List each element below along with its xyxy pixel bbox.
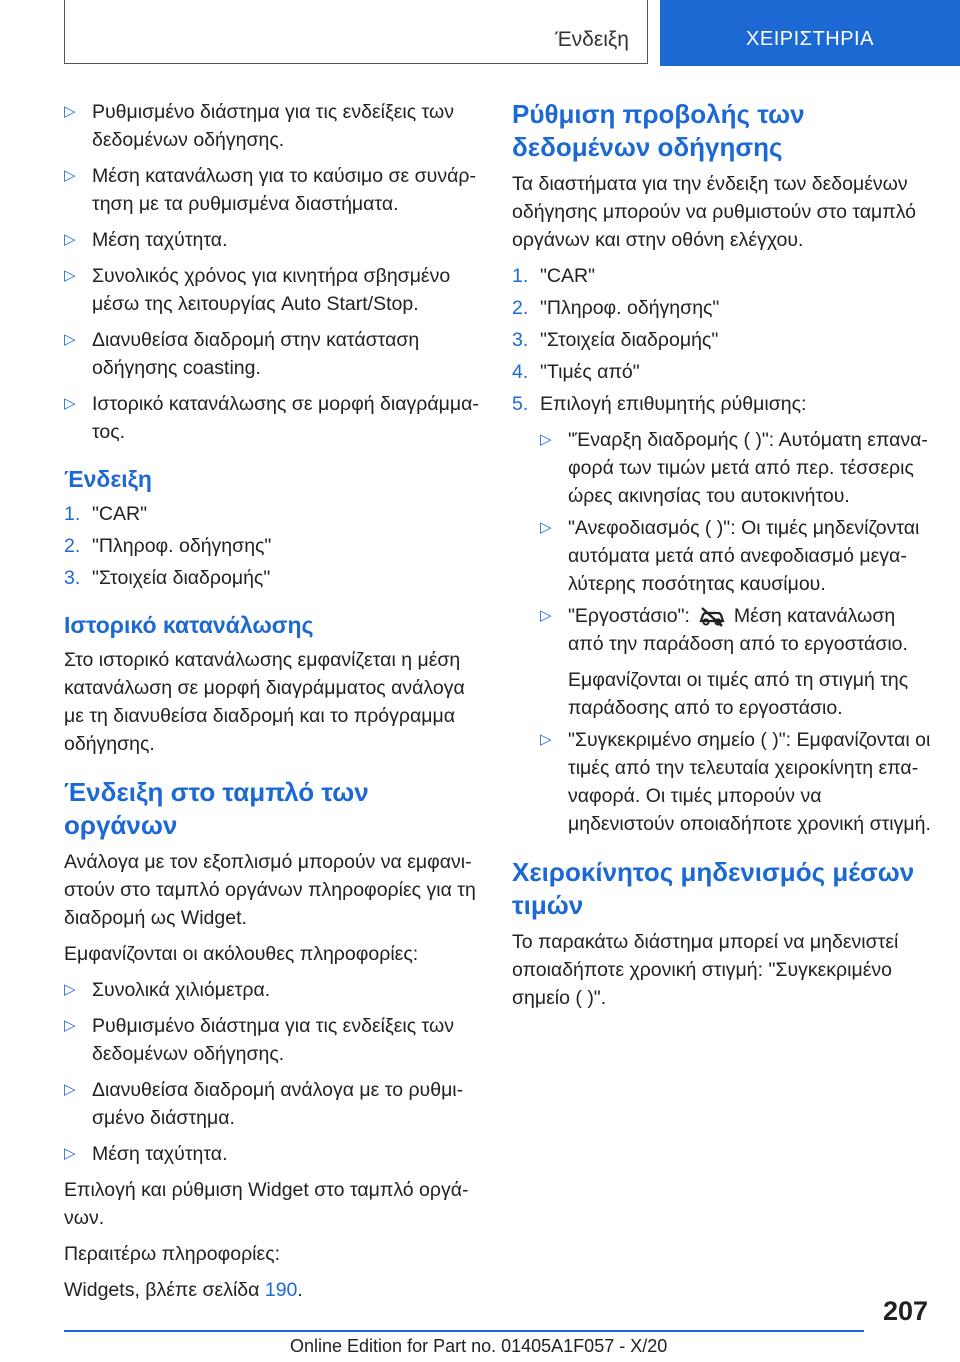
options-list <box>540 426 932 838</box>
car-slash-icon <box>698 606 726 628</box>
display-heading: Ένδειξη <box>64 466 152 492</box>
option-specific: ▷ "Συγκεκριμένο σημείο ( )": Εμφανίζονται οι τιμές από την τελευταία χειροκίνητη επαναφορά. Οι τιμές μπορούν να μηδενιστούν οποιαδήποτε χρονική στιγμή. <box>540 726 932 838</box>
step-text: "CAR" <box>540 265 596 287</box>
step-text: "Πληροφ. οδήγησης" <box>92 535 272 557</box>
display-steps <box>64 500 482 592</box>
step-text: Επιλογή επιθυμητής ρύθμισης: <box>540 393 807 415</box>
list-item: ▷ Μέση κατανάλωση για το καύσιμο σε συνάρτηση με τα ρυθμισμένα διαστήματα. <box>64 162 482 218</box>
list-item: ▷ Μέση ταχύτητα. <box>64 226 482 254</box>
page-number: 207 <box>882 1296 928 1326</box>
history-heading: Ιστορικό κατανάλωσης <box>64 612 314 638</box>
left-column <box>64 98 482 1312</box>
step-number: 2. <box>512 297 529 319</box>
setting-steps <box>512 262 932 838</box>
dashboard-bullet-list <box>64 976 482 1168</box>
dashboard-text: Ανάλογα με τον εξοπλισμό μπορούν να εμφανιστούν στο ταμπλό οργάνων πληροφορίες για τη διαδρομή ως Widget. <box>64 851 476 929</box>
option-start: ▷ "Έναρξη διαδρομής ( )": Αυτόματη επαναφορά των τιμών μετά από περ. τέσσερις ώρες ακινησίας του αυτοκινήτου. <box>540 426 932 510</box>
option-factory-note: Εμφανίζονται οι τιμές από τη στιγμή της παράδοσης από το εργοστάσιο. <box>568 669 909 719</box>
step-number: 4. <box>512 361 529 383</box>
step-text: "Τιμές από" <box>540 361 640 383</box>
step-text: "Πληροφ. οδήγησης" <box>540 297 720 319</box>
list-item: ▷ Μέση ταχύτητα. <box>64 1140 482 1168</box>
page-reference-link[interactable]: 190 <box>264 1279 298 1301</box>
step-text: "Στοιχεία διαδρομής" <box>92 567 271 589</box>
step-text: "CAR" <box>92 503 148 525</box>
list-item: ▷ Ρυθμισμένο διάστημα για τις ενδείξεις των δεδομένων οδήγησης. <box>64 1012 482 1068</box>
step-text: "Στοιχεία διαδρομής" <box>540 329 719 351</box>
list-item: ▷ Ιστορικό κατανάλωσης σε μορφή διαγράμματος. <box>64 390 482 446</box>
reset-text: Το παρακάτω διάστημα μπορεί να μηδενιστεί οποιαδήποτε χρονική στιγμή: "Συγκεκριμένο σημείο ( )". <box>512 931 899 1009</box>
section-title: Ένδειξη <box>555 28 629 51</box>
widgets-ref-prefix: Widgets, βλέπε σελίδα <box>64 1279 265 1301</box>
option-factory-prefix: "Εργοστάσιο": <box>568 605 690 627</box>
setting-heading: Ρύθμιση προβολής των δεδομένων οδήγησης <box>512 99 805 162</box>
step-number: 5. <box>512 393 529 415</box>
option-refuel: ▷ "Ανεφοδιασμός ( )": Οι τιμές μηδενίζονται αυτόματα μετά από ανεφοδιασμό μεγαλύτερης ποσότητας καυσίμου. <box>540 514 932 598</box>
more-info-label: Περαιτέρω πληροφορίες: <box>64 1243 281 1265</box>
step-item <box>64 532 482 560</box>
step-item <box>512 358 932 386</box>
step-item <box>512 390 932 838</box>
dashboard-heading: Ένδειξη στο ταμπλό των οργάνων <box>64 777 369 840</box>
edition-text: Online Edition for Part no. 01405A1F057 - X/20 <box>290 1336 668 1356</box>
step-item <box>512 294 932 322</box>
list-item: ▷ Διανυθείσα διαδρομή στην κατάσταση οδήγησης coasting. <box>64 326 482 382</box>
option-factory-suffix: Μέση κατανάλωση από την παράδοση από το εργοστάσιο. <box>568 605 908 655</box>
step-item <box>64 500 482 528</box>
list-item: ▷ Συνολικός χρόνος για κινητήρα σβησμένο μέσω της λειτουργίας Auto Start/Stop. <box>64 262 482 318</box>
step-item <box>512 326 932 354</box>
reset-heading: Χειροκίνητος μηδενισμός μέσων τιμών <box>512 857 915 920</box>
step-number: 3. <box>64 567 81 589</box>
intro-bullet-list <box>64 98 482 446</box>
step-number: 1. <box>64 503 81 525</box>
widgets-reference <box>64 1276 482 1304</box>
dashboard-list-intro: Εμφανίζονται οι ακόλουθες πληροφορίες: <box>64 943 419 965</box>
list-item: ▷ Συνολικά χιλιόμετρα. <box>64 976 482 1004</box>
step-item <box>512 262 932 290</box>
setting-text: Τα διαστήματα για την ένδειξη των δεδομένων οδήγησης μπορούν να ρυθμιστούν στο ταμπλό οργάνων και στην οθόνη ελέγχου. <box>512 173 917 251</box>
header-frame <box>64 0 648 64</box>
widget-text: Επιλογή και ρύθμιση Widget στο ταμπλό οργάνων. <box>64 1179 469 1229</box>
list-item: ▷ Διανυθείσα διαδρομή ανάλογα με το ρυθμισμένο διάστημα. <box>64 1076 482 1132</box>
option-factory <box>540 602 932 722</box>
step-number: 1. <box>512 265 529 287</box>
footer-divider <box>64 1330 864 1332</box>
step-item <box>64 564 482 592</box>
chapter-tab[interactable] <box>660 0 960 66</box>
step-number: 2. <box>64 535 81 557</box>
step-number: 3. <box>512 329 529 351</box>
right-column <box>512 98 932 1020</box>
list-item: ▷ Ρυθμισμένο διάστημα για τις ενδείξεις των δεδομένων οδήγησης. <box>64 98 482 154</box>
chapter-tab-label: ΧΕΙΡΙΣΤΗΡΙΑ <box>746 28 874 50</box>
widgets-ref-suffix: . <box>297 1279 303 1301</box>
history-text: Στο ιστορικό κατανάλωσης εμφανίζεται η μέση κατανάλωση σε μορφή διαγράμματος ανάλογα με τη διανυθείσα διαδρομή και το πρόγραμμα οδήγησης. <box>64 649 465 755</box>
